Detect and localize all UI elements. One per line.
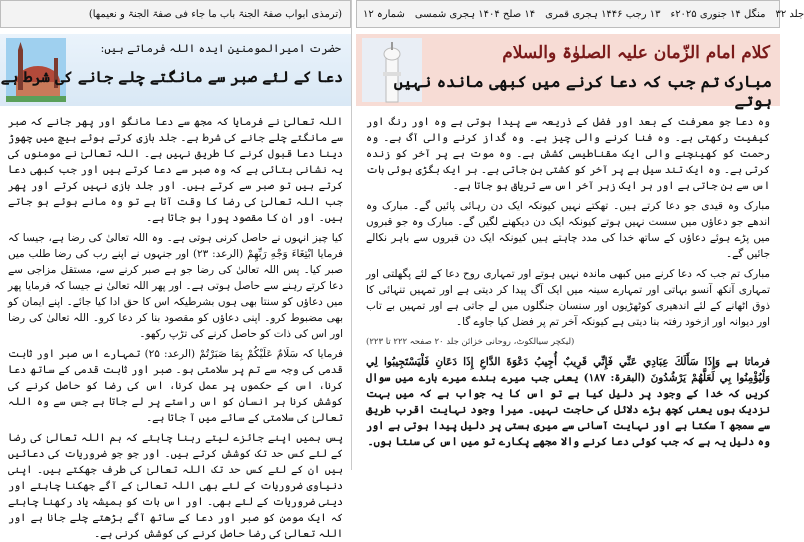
right-column	[356, 0, 804, 470]
left-top-reference-bar	[0, 0, 351, 28]
volume-number: جلد ۳۲	[775, 8, 804, 20]
right-paragraph: وہ دعا جو معرفت کے بعد اور فضل کے ذریعہ سے پیدا ہوتی ہے وہ اور رنگ اور کیفیت رکھتی ہے۔ وہ فنا کرنے والی چیز ہے۔ وہ گداز کرنے والی آگ ہے۔ وہ رحمت کو کھینچنے والی ایک مقناطیسی کشش ہے۔ وہ موت ہے پر آخر کو زندہ کرتی ہے۔ وہ ایک تند سیل ہے پر آخر کو کشتی بن جاتی ہے۔ ہر ایک بگڑی ہوئی بات اس سے بن جاتی ہے اور ہر ایک زہر آخر اس سے تریاق ہو جاتا ہے۔	[366, 116, 770, 192]
right-header	[356, 34, 780, 110]
right-article-body	[366, 114, 770, 470]
gregorian-date: منگل ۱۴ جنوری ۲۰۲۵ء	[670, 8, 766, 20]
quran-verse-paragraph: فرماتا ہے وَإِذَا سَأَلَكَ عِبَادِي عَنِّي فَإِنِّي قَرِيبٌ أُجِيبُ دَعْوَةَ الدَّاعِ إِذَا دَعَانِ فَلْيَسْتَجِيبُوا لِي وَلْيُؤْمِنُوا بِي لَعَلَّهُمْ يَرْشُدُونَ (البقرۃ: ۱۸۷) یعنی جب میرے بندے میرے بارے میں سوال کریں کہ خدا کے وجود پر دلیل کیا ہے تو اس کا یہ جواب ہے کہ میں بہت نزدیک ہوں یعنی کچھ بڑے دلائل کی حاجت نہیں۔ میرا وجود نہایت اقرب طریق سے سمجھ آ سکتا ہے اور نہایت آسانی سے میری ہستی پر دلیل پیدا ہوتی ہے اور وہ دلیل یہ ہے کہ جب کوئی دعا کرنے والا مجھے پکارے تو میں اس کی سنتا ہوں۔	[366, 356, 771, 448]
shamsi-date: ۱۴ صلح ۱۴۰۴ ہجری شمسی	[414, 8, 536, 20]
issue-info-bar	[356, 0, 804, 28]
left-paragraph: کیا چیز انہوں نے حاصل کرنی ہوتی ہے۔ وہ اللہ تعالیٰ کی رضا ہے، جیسا کہ فرمایا ابْتِغَاءَ وَجْهِ رَبِّهِمْ (الرعد: ۲۳) اور جنہوں نے اپنے رب کی رضا طلب میں صبر کیا۔ پس اللہ تعالیٰ کی رضا جو ہے صبر کرنے سے، مستقل مزاجی سے دعا کرتے رہنے سے حاصل ہوتی ہے۔ اور پھر اللہ تعالیٰ نے جیسا کہ فرمایا پھر میں دعاؤں کو سنتا بھی ہوں بشرطیکہ اس کا حق ادا کیا جائے۔ اپنے ایمان کو بھی مضبوط کرو۔ اپنی دعاؤں کو مقصود بنا کر دعا کرو۔ اللہ تعالیٰ کی رضا اور اس کی ذات کو حاصل کرنے کی تڑپ رکھو۔	[8, 232, 343, 340]
left-paragraph: اللہ تعالیٰ نے فرمایا کہ مجھ سے دعا مانگو اور پھر جانے کہ صبر سے مانگتے چلے جانے کی شرط ہے۔ جلد بازی کرتے ہوئے ہیچ میں چھوڑ دینا دعا قبول کرنے کا طریق نہیں ہے۔ اللہ تعالیٰ نے مومنوں کی یہ نشانی بتائی ہے کہ وہ صبر سے دعا کرتے ہیں اور جب کبھی دعا کرتے ہیں تو صبر سے کرتے ہیں۔ اور جلد بازی نہیں کرتے اور پھر جب اللہ تعالیٰ کی رضا کا وقت آتا ہے تو وہ مانے ہوئے ہو جاتے ہیں۔ اور ان کا مقصود پورا ہو جاتا ہے۔	[8, 116, 343, 224]
left-top-reference: (ترمذی ابواب صفۃ الجنۃ باب ما جاء فی صفۃ الجنۃ و نعیمھا)	[88, 8, 342, 20]
right-paragraph: مبارک وہ قیدی جو دعا کرتے ہیں۔ تھکتے نہیں کیونکہ ایک دن رہائی پائیں گے۔ مبارک وہ اندھے جو دعاؤں میں سست نہیں ہوتے کیونکہ ایک دن دیکھنے لگیں گے۔ مبارک وہ جو قبروں میں پڑے ہوئے دعاؤں کے ساتھ خدا کی مدد چاہتے ہیں کیونکہ ایک دن قبروں سے باہر نکالے جائیں گے۔	[366, 200, 770, 260]
issue-number: شمارہ ۱۲	[363, 8, 405, 20]
source-reference: (لیکچر سیالکوٹ، روحانی خزائن جلد ۲۰ صفحہ ۲۲۲ تا ۲۲۳)	[366, 337, 575, 347]
left-paragraph: پس ہمیں اپنے جائزے لیتے رہنا چاہئے کہ ہم اللہ تعالیٰ کی رضا کے لئے کس حد تک کوشش کرتے ہیں۔ اور جو جو ضروریات کی دعائیں ہیں ان کے لئے کس حد تک اللہ تعالیٰ کی طرف جھکتے ہیں۔ اپنی دنیاوی ضروریات کے لئے بھی اللہ تعالیٰ کے آگے جھکنا چاہئے اور دینی ضروریات کے لئے بھی۔ اور اس بات کو ہمیشہ یاد رکھنا چاہئے کہ ایک مومن کو صبر اور دعا کے ساتھ آگے بڑھتے چلے جانا ہے اور اللہ تعالیٰ کی رضا حاصل کرنے کی کوشش کرنی ہے۔	[8, 432, 343, 540]
right-article-title: کلام امام الزّمان علیہ الصلوٰۃ والسلام	[502, 43, 770, 63]
issue-meta	[363, 9, 804, 20]
left-column	[0, 0, 352, 540]
hijri-date: ۱۳ رجب ۱۴۴۶ ہجری قمری	[545, 8, 661, 20]
right-paragraph: مبارک تم جب کہ دعا کرنے میں کبھی ماندہ نہیں ہوتے اور تمہاری روح دعا کے لئے پگھلتی اور تمہاری آنکھ آنسو بہاتی اور تمہارے سینہ میں ایک آگ پیدا کر دیتی ہے اور تمہیں تنہائی کا ذوق اٹھانے کے لئے اندھیری کوٹھڑیوں اور سنسان جنگلوں میں لے جاتی ہے اور تمہیں بے تاب اور دیوانہ اور ازخود رفتہ بنا دیتی ہے کیونکہ آخر تم پر فضل کیا جاوے گا۔	[366, 268, 770, 328]
left-article-heading: دعا کے لئے صبر سے مانگتے چلے جانے کی شرط ہے	[0, 68, 343, 86]
left-paragraph: فرمایا کہ سَلَامٌ عَلَيْكُمْ بِمَا صَبَرْتُمْ (الرعد: ۲۵) تمہارے اس صبر اور ثابت قدمی کی وجہ سے تم پر سلامتی ہو۔ صبر اور ثابت قدمی کے ساتھ دعا کرنا، اس کے حکموں پر عمل کرنا، اس کی رضا کو حاصل کرنے کی کوشش کرنا ہر انسان کو اس راستے پر لے جاتا ہے جس سے وہ اللہ تعالیٰ کی سلامتی کے سائے میں آ جاتا ہے۔	[8, 348, 343, 424]
left-header	[0, 34, 351, 106]
left-article-body	[8, 114, 343, 540]
right-article-subheading: مبارک تم جب کہ دعا کرنے میں کبھی ماندہ نہیں ہوتے	[393, 72, 772, 110]
author-line: حضرت امیرالمومنین ایدہ اللہ فرماتے ہیں:	[100, 42, 341, 55]
